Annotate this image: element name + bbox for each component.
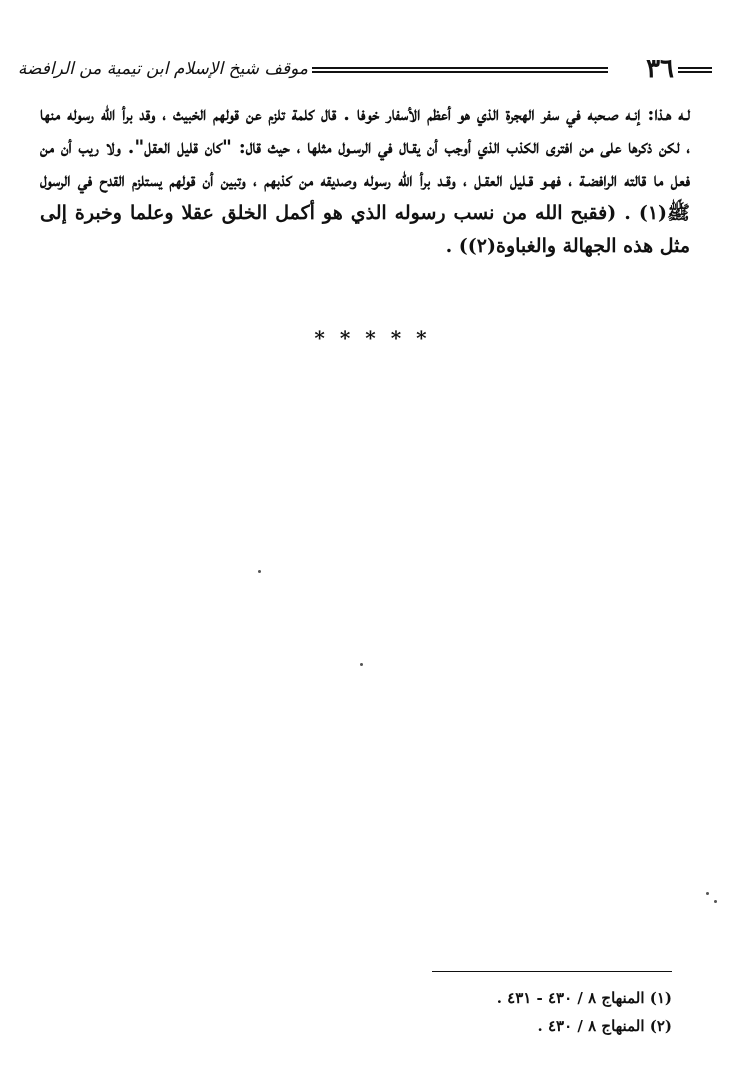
running-title: موقف شيخ الإسلام ابن تيمية من الرافضة bbox=[17, 59, 308, 79]
scan-speck bbox=[258, 570, 261, 573]
page-number: ٣٦ bbox=[646, 54, 674, 84]
paragraph: لـه هـذا: إنـه صـحبه في سفر الهجرة الذي هو أعظم الأسفار خوفا . قال كلمة تلزم عن قولهم الخبيث ، وقد برأ الله رسوله منها ، لكن ذكرها على من افترى الكذب الذي أوجب أن يقـال في الرسـول مثلها ، حيث قال: "كان قليل العقل". ولا ريب أن من فعل ما قالته الرافضـة ، فهـو قـليل العقـل ، وقـد برأ الله رسوله وصديقه من كذبهم ، وتبين أن قولهم يستلزم القدح في الرسول ﷺ(١) . (فقبح الله من نسب رسوله الذي هو أكمل الخلق عقلا وعلما وخبرة إلى مثل هذه الجهالة والغباوة(٢)) . bbox=[40, 103, 690, 257]
header-rule-right bbox=[678, 67, 712, 73]
footnote-2: (٢) المنهاج ٨ / ٤٣٠ . bbox=[537, 1017, 672, 1035]
scan-speck bbox=[714, 900, 717, 903]
page-header bbox=[17, 52, 712, 86]
body-text bbox=[40, 98, 690, 263]
header-rule bbox=[312, 67, 608, 73]
footnote-rule bbox=[432, 971, 672, 972]
footnote-1: (١) المنهاج ٨ / ٤٣٠ - ٤٣١ . bbox=[496, 989, 672, 1007]
scan-speck bbox=[706, 892, 709, 895]
footnotes bbox=[360, 984, 672, 1040]
section-separator: * * * * * bbox=[314, 326, 431, 350]
scan-speck bbox=[360, 663, 363, 666]
